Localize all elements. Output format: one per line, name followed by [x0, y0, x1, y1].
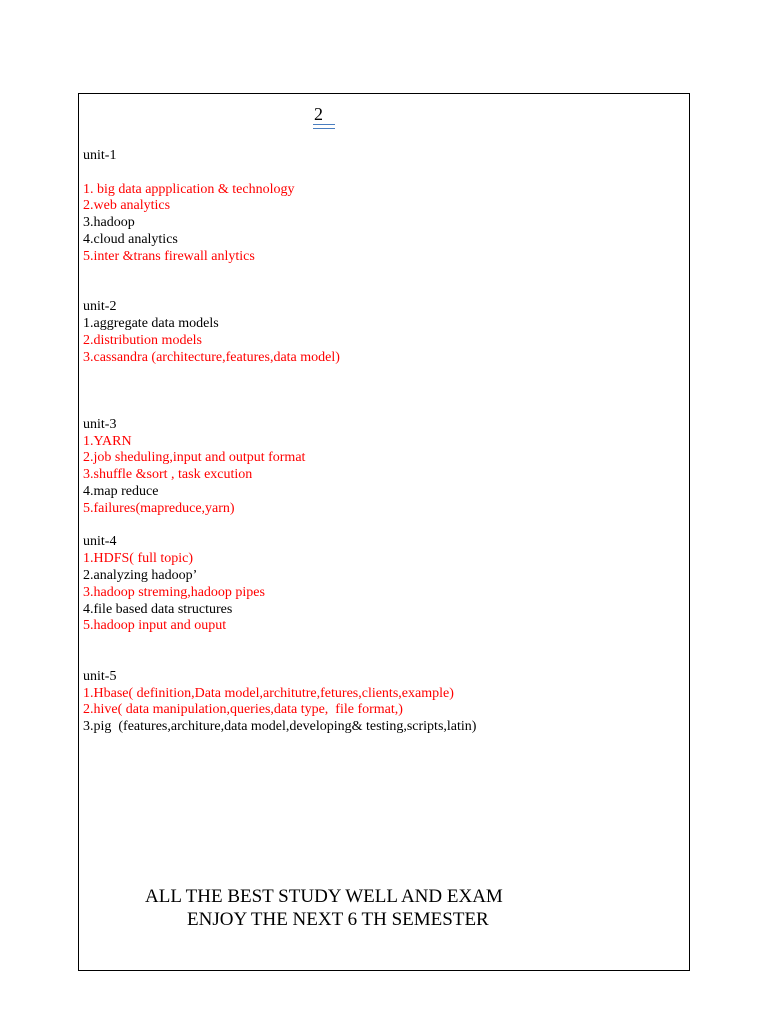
unit-section [83, 148, 476, 299]
topic-item: 3.cassandra (architecture,features,data model) [83, 349, 340, 365]
topic-item: 1.HDFS( full topic) [83, 551, 194, 567]
spacer [83, 400, 476, 417]
topic-item: 2.hive( data manipulation,queries,data type, file format,) [83, 702, 403, 718]
page-number: 2 [314, 104, 323, 124]
topic-item: 2.web analytics [83, 198, 171, 214]
spacer [83, 366, 476, 383]
unit-heading: unit-3 [83, 416, 117, 432]
spacer [83, 282, 476, 299]
topic-item: 3.shuffle &sort , task excution [83, 467, 253, 483]
syllabus-content [83, 148, 476, 736]
unit-section [83, 669, 476, 736]
spacer [83, 266, 476, 283]
topic-item: 5.failures(mapreduce,yarn) [83, 500, 235, 516]
topic-item: 5.inter &trans firewall anlytics [83, 248, 255, 264]
topic-item: 2.analyzing hadoop’ [83, 567, 198, 583]
topic-item: 2.distribution models [83, 332, 202, 348]
closing-message-line-2: ENJOY THE NEXT 6 TH SEMESTER [187, 909, 489, 930]
topic-item: 5.hadoop input and ouput [83, 618, 227, 634]
spacer [83, 383, 476, 400]
spacer [83, 652, 476, 669]
topic-item: 1.aggregate data models [83, 315, 219, 331]
unit-heading: unit-2 [83, 299, 117, 315]
topic-item: 3.hadoop [83, 215, 135, 231]
topic-item: 1.YARN [83, 433, 132, 449]
unit-heading: unit-1 [83, 148, 117, 163]
topic-item: 2.job sheduling,input and output format [83, 450, 306, 466]
unit-heading: unit-4 [83, 534, 117, 550]
spacer [83, 518, 476, 535]
topic-item: 3.hadoop streming,hadoop pipes [83, 584, 265, 600]
topic-item: 4.cloud analytics [83, 231, 178, 247]
closing-message-line-1: ALL THE BEST STUDY WELL AND EXAM [145, 886, 503, 907]
topic-item: 3.pig (features,architure,data model,developing& testing,scripts,latin) [83, 719, 477, 735]
unit-section [83, 417, 476, 535]
page-number-underline [313, 124, 335, 129]
topic-item: 1.Hbase( definition,Data model,architutre,fetures,clients,example) [83, 685, 454, 701]
topic-item: 4.map reduce [83, 483, 159, 499]
topic-item: 4.file based data structures [83, 601, 233, 617]
topic-item: 1. big data appplication & technology [83, 181, 295, 197]
unit-section [83, 299, 476, 417]
spacer [83, 635, 476, 652]
spacer [83, 165, 476, 182]
unit-heading: unit-5 [83, 668, 117, 684]
unit-section [83, 534, 476, 668]
